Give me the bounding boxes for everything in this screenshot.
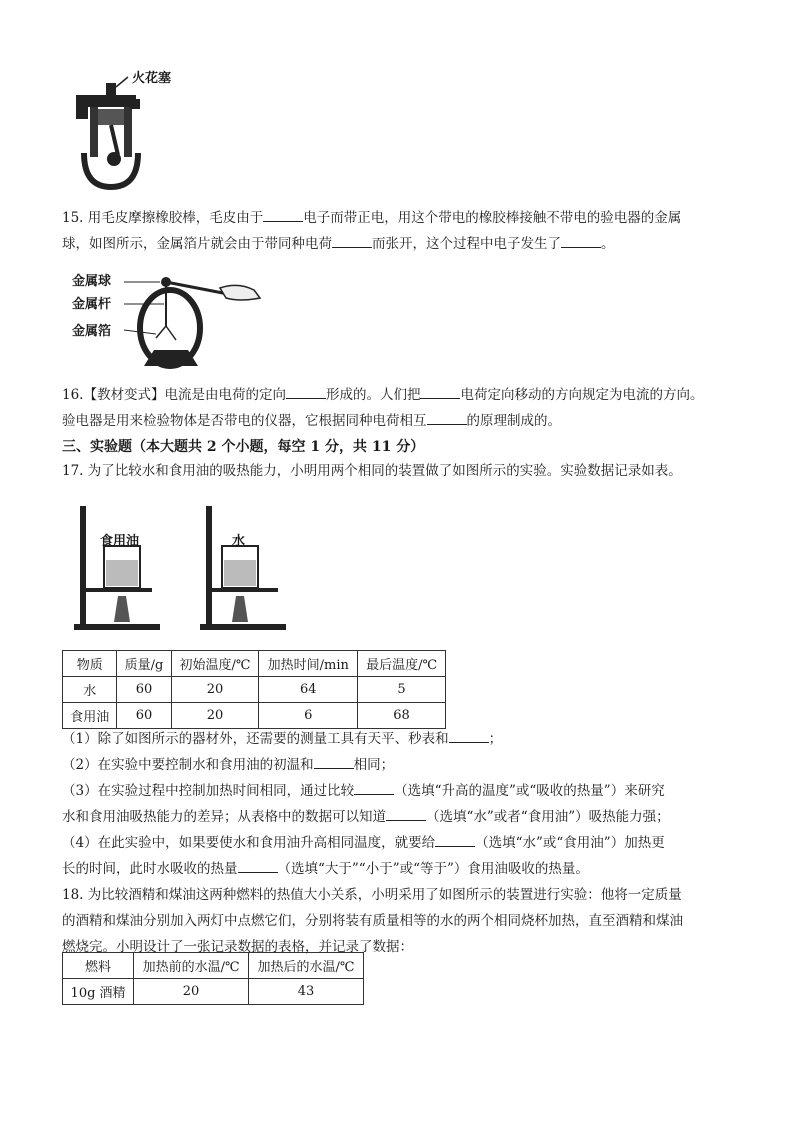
table-header-cell: 初始温度/℃ bbox=[171, 651, 259, 677]
question-18: 18. 为比较酒精和煤油这两种燃料的热值大小关系，小明采用了如图所示的装置进行实验：他将一定质量 的酒精和煤油分别加入两灯中点燃它们，分别将装有质量相等的水的两个相同烧杯加热，直至酒精和煤油 燃烧完。小明设计了一张记录数据的表格，并记录了数据： bbox=[62, 887, 683, 955]
answer-blank[interactable] bbox=[314, 754, 354, 769]
q18-data-table bbox=[62, 952, 364, 1005]
answer-blank[interactable] bbox=[449, 728, 489, 743]
table-cell: 6 bbox=[259, 703, 358, 729]
metal-ball-label: 金属球 bbox=[72, 274, 112, 289]
table-cell: 水 bbox=[63, 677, 117, 703]
answer-blank[interactable] bbox=[420, 384, 460, 399]
table-cell: 43 bbox=[249, 979, 364, 1005]
heating-setup-figure bbox=[70, 500, 290, 640]
table-cell: 食用油 bbox=[63, 703, 117, 729]
table-header-row bbox=[63, 651, 446, 677]
engine-figure bbox=[70, 65, 210, 195]
oil-label: 食用油 bbox=[100, 534, 140, 549]
question-17-parts: （1）除了如图所示的器材外，还需要的测量工具有天平、秒表和 ； （2）在实验中要控制水和食用油的初温和 相同； （3）在实验过程中控制加热时间相同，通过比较 （选填“升高的温度”或“吸收的热量”）来研究 水和食用油吸热能力的差异；从表格中的数据可以知道 （选填“水”或者“食用油”）吸热能力强； （4）在此实验中，如果要使水和食用油升高相同温度，就要给 （选填“水”或“食用油”）加热更 长的时间，此时水吸收的热量 （选填“大于”“小于”或“等于”）食用油吸收的热量。 bbox=[62, 726, 738, 882]
table-row bbox=[63, 677, 446, 703]
table-header-cell: 物质 bbox=[63, 651, 117, 677]
table-cell: 20 bbox=[171, 703, 259, 729]
electroscope-figure bbox=[70, 268, 280, 373]
table-cell: 60 bbox=[117, 703, 171, 729]
answer-blank[interactable] bbox=[238, 858, 278, 873]
table-header-row bbox=[63, 953, 364, 979]
answer-blank[interactable] bbox=[332, 233, 372, 248]
table-cell: 60 bbox=[117, 677, 171, 703]
table-cell: 20 bbox=[171, 677, 259, 703]
table-header-cell: 加热前的水温/℃ bbox=[134, 953, 249, 979]
table-row bbox=[63, 979, 364, 1005]
answer-blank[interactable] bbox=[435, 832, 475, 847]
table-header-cell: 加热后的水温/℃ bbox=[249, 953, 364, 979]
answer-blank[interactable] bbox=[427, 410, 467, 425]
question-17-intro: 17. 为了比较水和食用油的吸热能力，小明用两个相同的装置做了如图所示的实验。实验数据记录如表。 bbox=[62, 463, 682, 479]
table-header-cell: 加热时间/min bbox=[259, 651, 358, 677]
table-cell: 64 bbox=[259, 677, 358, 703]
answer-blank[interactable] bbox=[561, 233, 601, 248]
q17-data-table bbox=[62, 650, 446, 729]
table-cell: 20 bbox=[134, 979, 249, 1005]
table-header-cell: 燃料 bbox=[63, 953, 134, 979]
table-header-cell: 最后温度/℃ bbox=[358, 651, 446, 677]
answer-blank[interactable] bbox=[354, 780, 394, 795]
answer-blank[interactable] bbox=[263, 207, 303, 222]
table-row bbox=[63, 703, 446, 729]
spark-plug-label: 火花塞 bbox=[132, 71, 172, 86]
table-header-cell: 质量/g bbox=[117, 651, 171, 677]
question-15: 15. 用毛皮摩擦橡胶棒，毛皮由于 电子而带正电，用这个带电的橡胶棒接触不带电的验电器的金属 球，如图所示，金属箔片就会由于带同种电荷 而张开，这个过程中电子发生了 。 bbox=[62, 205, 738, 257]
question-16: 16.【教材变式】电流是由电荷的定向 形成的。人们把 电荷定向移动的方向规定为电流的方向。 验电器是用来检验物体是否带电的仪器，它根据同种电荷相互 的原理制成的。 bbox=[62, 382, 738, 434]
table-cell: 5 bbox=[358, 677, 446, 703]
table-cell: 68 bbox=[358, 703, 446, 729]
table-cell: 10g 酒精 bbox=[63, 979, 134, 1005]
water-label: 水 bbox=[232, 534, 246, 549]
section-3-heading: 三、实验题（本大题共 2 个小题，每空 1 分，共 11 分） bbox=[62, 439, 425, 455]
metal-foil-label: 金属箔 bbox=[72, 324, 112, 339]
answer-blank[interactable] bbox=[386, 806, 426, 821]
heating-setup-diagram bbox=[70, 500, 290, 640]
answer-blank[interactable] bbox=[286, 384, 326, 399]
metal-rod-label: 金属杆 bbox=[72, 297, 112, 312]
